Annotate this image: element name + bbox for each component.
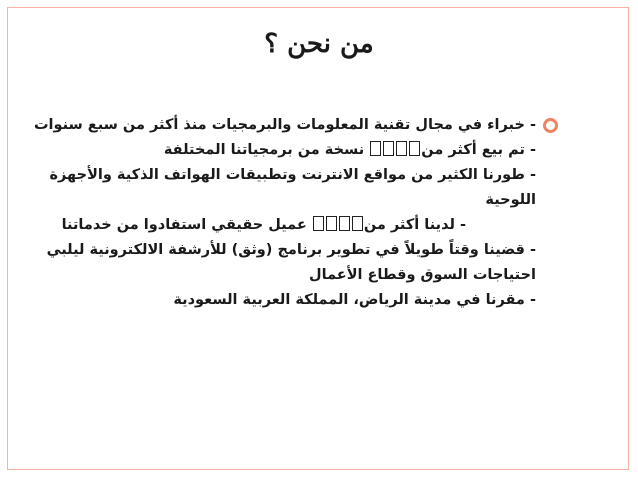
circle-bullet-icon: [543, 118, 558, 133]
bullet-text-before: تم بيع أكثر من: [421, 142, 525, 158]
bullet-list: [26, 113, 536, 313]
missing-glyph-box-icon: [369, 142, 421, 158]
bullet-dash: -: [529, 242, 536, 258]
bullet-text-continued: اللوحية: [485, 192, 536, 208]
bullet-text: خبراء في مجال تقنية المعلومات والبرمجيات منذ أكثر من سبع سنوات: [33, 117, 525, 133]
bullet-dash: -: [459, 217, 466, 233]
bullet-text: قضينا وقتاً طويلاً في تطوير برنامج (وثق) للأرشفة الالكترونية ليلبي: [46, 242, 525, 258]
bullet-text-after: عميل حقيقي استفادوا من خدماتنا: [61, 217, 307, 233]
bullet-text-continued: احتياجات السوق وقطاع الأعمال: [309, 267, 536, 283]
bullet-item-headquarters: [26, 288, 536, 313]
bullet-dash: -: [529, 142, 536, 158]
bullet-item-sales: [26, 138, 536, 163]
bullet-item-archiving-continued: [26, 263, 536, 288]
bullet-item-clients: [26, 213, 536, 238]
slide-title: من نحن ؟: [264, 29, 374, 59]
missing-glyph-box-icon: [312, 217, 364, 233]
bullet-dash: -: [529, 167, 536, 183]
bullet-item-websites-continued: [26, 188, 536, 213]
bullet-text-after: نسخة من برمجياتنا المختلفة: [163, 142, 365, 158]
bullet-item-archiving: [26, 238, 536, 263]
bullet-item-experience: [26, 113, 536, 138]
bullet-text: طورنا الكثير من مواقع الانترنت وتطبيقات الهواتف الذكية والأجهزة: [49, 167, 525, 183]
bullet-dash: -: [529, 292, 536, 308]
bullet-text-before: لدينا أكثر من: [363, 217, 455, 233]
bullet-item-websites: [26, 163, 536, 188]
bullet-dash: -: [529, 117, 536, 133]
bullet-text: مقرنا في مدينة الرياض، المملكة العربية السعودية: [173, 292, 525, 308]
